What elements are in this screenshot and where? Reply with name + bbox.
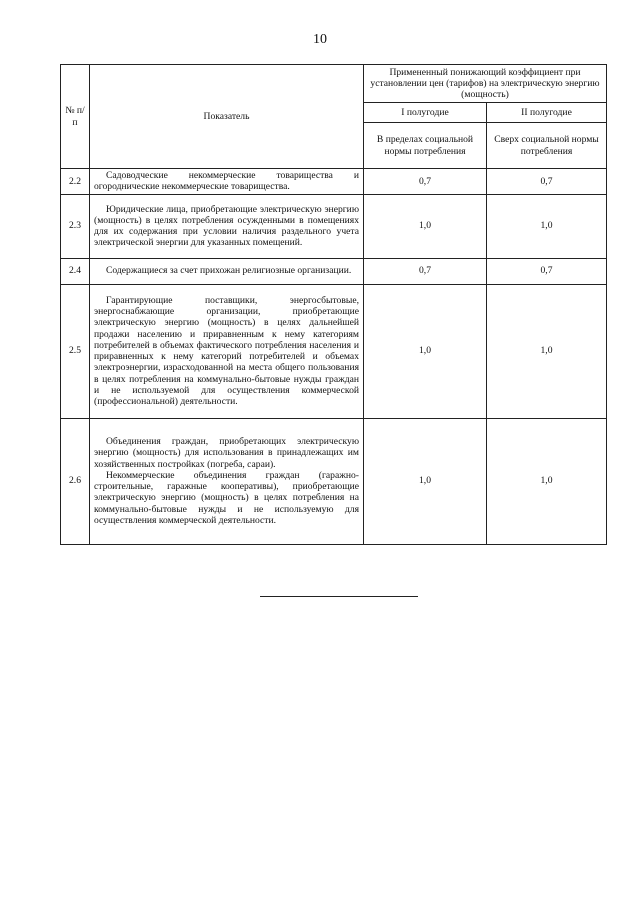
row-indicator-text: Юридические лица, приобретающие электрическую энергию (мощность) в целях потребления осужденными в помещениях для их содержания при условии наличия раздельного учета электрической энергии для указанных помещений.	[94, 203, 359, 249]
row-value-above-norm: 1,0	[487, 194, 607, 258]
closing-rule	[260, 596, 418, 597]
row-number: 2.6	[61, 418, 90, 544]
tariff-coefficient-table	[60, 64, 607, 545]
header-half-2: II полугодие	[487, 103, 607, 123]
row-indicator	[90, 194, 364, 258]
table-row	[61, 258, 607, 284]
row-value-above-norm: 1,0	[487, 418, 607, 544]
row-indicator-text: Содержащиеся за счет прихожан религиозные организации.	[106, 265, 352, 277]
table-row	[61, 418, 607, 544]
row-indicator-text: Объединения граждан, приобретающих электрическую энергию (мощность) для использования в принадлежащих им хозяйственных постройках (погреба, сараи).	[94, 435, 359, 470]
table-row	[61, 169, 607, 195]
row-value-within-norm: 1,0	[364, 194, 487, 258]
row-indicator-text: Некоммерческие объединения граждан (гаражно-строительные, гаражные кооперативы), приобретающие электрическую энергию (мощность) в целях потребления на коммунально-бытовые нужды и не используемую для осуществления коммерческой деятельности.	[94, 469, 359, 527]
row-indicator	[90, 258, 364, 284]
row-indicator-text: Садоводческие некоммерческие товарищества и огороднические некоммерческие товарищества.	[94, 170, 359, 193]
header-half-1: I полугодие	[364, 103, 487, 123]
row-value-above-norm: 1,0	[487, 284, 607, 418]
row-indicator	[90, 284, 364, 418]
row-number: 2.3	[61, 194, 90, 258]
header-within-norm: В пределах социальной нормы потребления	[364, 123, 487, 169]
table-row	[61, 194, 607, 258]
row-value-within-norm: 0,7	[364, 258, 487, 284]
page-number: 10	[313, 32, 327, 47]
row-indicator-text: Гарантирующие поставщики, энергосбытовые, энергоснабжающие организации, приобретающие электрическую энергию (мощность) в целях дальнейшей продажи населению и приравненным к нему категориям потребителей в объемах фактического потребления населения и приравненных к нему категорий потребителей и объемах электроэнергии, израсходованной на места общего пользования в целях потребления на коммунально-бытовые нужды граждан и не используемой для осуществления коммерческой (профессиональной) деятельности.	[94, 294, 359, 408]
row-number: 2.2	[61, 169, 90, 195]
row-indicator	[90, 418, 364, 544]
row-indicator	[90, 169, 364, 195]
row-value-within-norm: 0,7	[364, 169, 487, 195]
row-value-above-norm: 0,7	[487, 169, 607, 195]
row-value-within-norm: 1,0	[364, 418, 487, 544]
row-number: 2.5	[61, 284, 90, 418]
table-row	[61, 284, 607, 418]
header-coefficient-group: Примененный понижающий коэффициент при установлении цен (тарифов) на электрическую энергию (мощность)	[364, 65, 607, 103]
header-num: № п/п	[61, 65, 90, 169]
row-value-within-norm: 1,0	[364, 284, 487, 418]
row-value-above-norm: 0,7	[487, 258, 607, 284]
row-number: 2.4	[61, 258, 90, 284]
header-above-norm: Сверх социальной нормы потребления	[487, 123, 607, 169]
header-indicator: Показатель	[90, 65, 364, 169]
